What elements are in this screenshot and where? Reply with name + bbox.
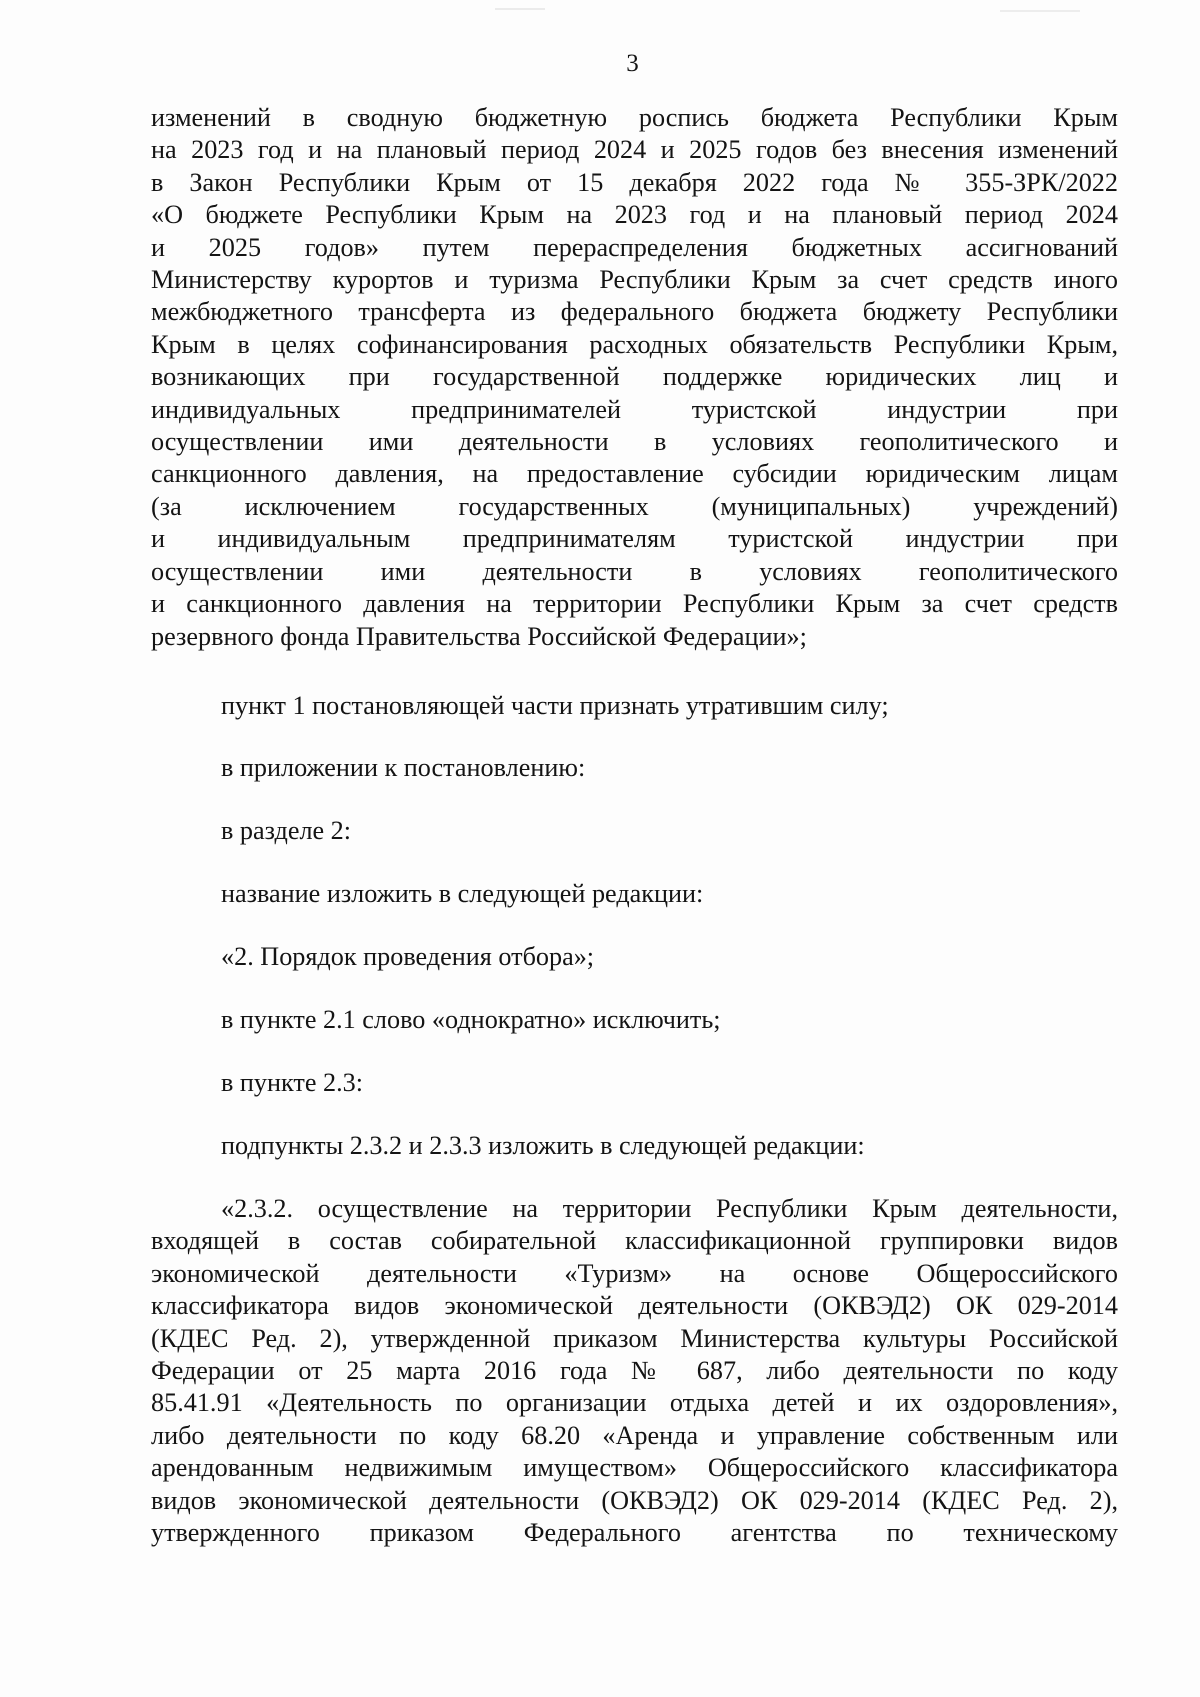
paragraph-line: в Закон Республики Крым от 15 декабря 2022 года № 355-ЗРК/2022 <box>151 167 1118 197</box>
paragraph-line: и 2025 годов» путем перераспределения бюджетных ассигнований <box>151 232 1118 262</box>
paragraph-line: резервного фонда Правительства Российской Федерации»; <box>151 621 807 651</box>
paragraph-item-2-3: в пункте 2.3: <box>221 1068 364 1097</box>
paragraph-line: арендованным недвижимым имуществом» Общероссийского классификатора <box>151 1453 1118 1483</box>
paragraph-line: Министерству курортов и туризма Республики Крым за счет средств иного <box>151 265 1118 295</box>
paragraph-line: (за исключением государственных (муниципальных) учреждений) <box>151 491 1118 521</box>
paragraph-line: и санкционного давления на территории Республики Крым за счет средств <box>151 589 1118 619</box>
paragraph-line: (КДЕС Ред. 2), утвержденной приказом Министерства культуры Российской <box>151 1323 1118 1353</box>
scan-artifact <box>495 8 545 10</box>
paragraph-line: осуществлении ими деятельности в условиях геополитического <box>151 556 1118 586</box>
paragraph-item-2-1: в пункте 2.1 слово «однократно» исключить; <box>221 1005 721 1034</box>
paragraph-line: индивидуальных предпринимателей туристской индустрии при <box>151 394 1118 424</box>
scan-artifact <box>1000 10 1080 12</box>
continuation-paragraph <box>151 102 1118 653</box>
paragraph-line: Федерации от 25 марта 2016 года № 687, либо деятельности по коду <box>151 1356 1118 1386</box>
paragraph-title-amendment: название изложить в следующей редакции: <box>221 879 704 908</box>
paragraph-line: экономической деятельности «Туризм» на основе Общероссийского <box>151 1258 1118 1288</box>
paragraph-line: видов экономической деятельности (ОКВЭД2) ОК 029-2014 (КДЕС Ред. 2), <box>151 1485 1118 1515</box>
paragraph-line: «О бюджете Республики Крым на 2023 год и на плановый период 2024 <box>151 200 1118 230</box>
paragraph-new-title: «2. Порядок проведения отбора»; <box>221 942 595 971</box>
paragraph-line: возникающих при государственной поддержке юридических лиц и <box>151 362 1118 392</box>
page-number: 3 <box>626 50 639 77</box>
paragraph-line: входящей в состав собирательной классификационной группировки видов <box>151 1226 1118 1256</box>
subitem-2-3-2-paragraph <box>151 1193 1118 1549</box>
paragraph-first-line: «2.3.2. осуществление на территории Республики Крым деятельности, <box>221 1194 1118 1223</box>
paragraph-line: 85.41.91 «Деятельность по организации отдыха детей и их оздоровления», <box>151 1388 1118 1418</box>
paragraph-subitems: подпункты 2.3.2 и 2.3.3 изложить в следующей редакции: <box>221 1131 865 1160</box>
paragraph-repeal-item-1: пункт 1 постановляющей части признать утратившим силу; <box>221 691 889 720</box>
paragraph-line: утвержденного приказом Федерального агентства по техническому <box>151 1518 1118 1548</box>
paragraph-line: санкционного давления, на предоставление субсидии юридическим лицам <box>151 459 1118 489</box>
paragraph-line: на 2023 год и на плановый период 2024 и 2025 годов без внесения изменений <box>151 135 1118 165</box>
paragraph-line: и индивидуальным предпринимателям туристской индустрии при <box>151 524 1118 554</box>
paragraph-line: осуществлении ими деятельности в условиях геополитического и <box>151 427 1118 457</box>
paragraph-line: либо деятельности по коду 68.20 «Аренда и управление собственным или <box>151 1420 1118 1450</box>
paragraph-line: изменений в сводную бюджетную роспись бюджета Республики Крым <box>151 103 1118 132</box>
paragraph-section-2: в разделе 2: <box>221 816 352 845</box>
paragraph-line: межбюджетного трансферта из федерального бюджета бюджету Республики <box>151 297 1118 327</box>
paragraph-line: Крым в целях софинансирования расходных обязательств Республики Крым, <box>151 329 1118 359</box>
paragraph-line: классификатора видов экономической деятельности (ОКВЭД2) ОК 029-2014 <box>151 1291 1118 1321</box>
paragraph-annex: в приложении к постановлению: <box>221 753 586 782</box>
